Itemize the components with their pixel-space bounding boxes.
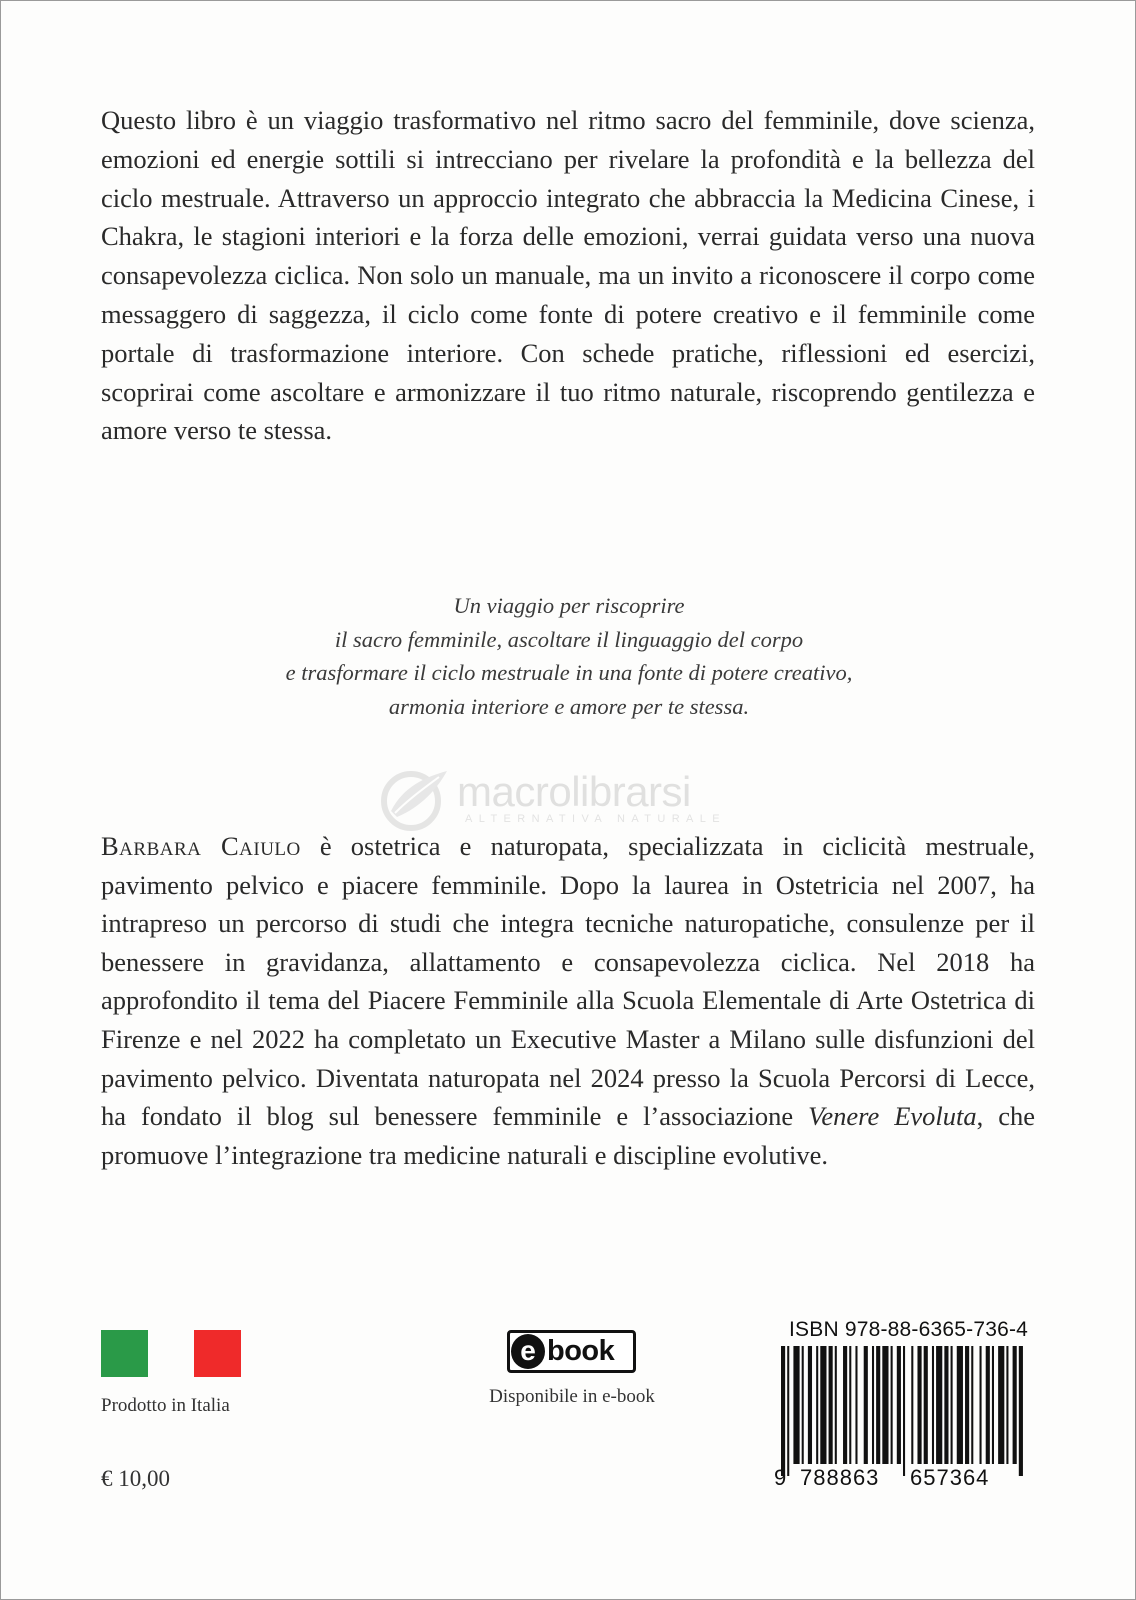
- barcode-bar: [903, 1346, 905, 1476]
- barcode-bar: [872, 1346, 874, 1464]
- barcode-bar: [1019, 1346, 1023, 1476]
- barcode-bar: [891, 1346, 893, 1464]
- barcode-bar: [802, 1346, 804, 1464]
- flag-green-square: [101, 1330, 148, 1377]
- watermark: [373, 767, 773, 831]
- barcode-bar: [992, 1346, 994, 1464]
- barcode-bar: [965, 1346, 969, 1464]
- barcode-digits-right: 657364: [910, 1465, 990, 1490]
- barcode: [781, 1346, 1025, 1476]
- isbn-label: ISBN 978-88-6365-736-4: [789, 1318, 1029, 1341]
- barcode-bar: [787, 1346, 789, 1476]
- barcode-bar: [971, 1346, 973, 1464]
- barcode-bar: [936, 1346, 942, 1464]
- barcode-bar: [855, 1346, 857, 1464]
- barcode-bar: [998, 1346, 1004, 1464]
- barcode-bar: [864, 1346, 868, 1464]
- watermark-subtitle: ALTERNATIVA NATURALE: [465, 813, 727, 825]
- barcode-bar: [849, 1346, 851, 1464]
- barcode-bar: [911, 1346, 913, 1464]
- barcode-bar: [808, 1346, 812, 1464]
- ebook-logo: [507, 1330, 636, 1373]
- tagline-line: il sacro femminile, ascoltare il linguaggio del corpo: [334, 626, 804, 652]
- barcode-bar: [843, 1346, 847, 1464]
- barcode-bar: [829, 1346, 833, 1464]
- ebook-word: book: [547, 1335, 615, 1367]
- tagline: [151, 589, 987, 723]
- ebook-caption: Disponibile in e-book: [489, 1386, 655, 1407]
- barcode-bar: [951, 1346, 953, 1464]
- barcode-bar: [980, 1346, 982, 1464]
- flag-red-square: [194, 1330, 241, 1377]
- association-name: Venere Evoluta: [808, 1101, 977, 1132]
- barcode-bar: [882, 1346, 888, 1464]
- barcode-bar: [986, 1346, 990, 1464]
- barcode-bar: [944, 1346, 948, 1464]
- tagline-line: Un viaggio per riscoprire: [453, 593, 685, 618]
- barcode-digit-first: 9: [774, 1465, 788, 1490]
- tagline-line: e trasformare il ciclo mestruale in una fonte di potere creativo,: [285, 660, 853, 685]
- barcode-bar: [793, 1346, 799, 1464]
- book-blurb: Questo libro è un viaggio trasformativo nel ritmo sacro del femminile, dove scienza, emozioni ed energie sottili si intrecciano per rivelare la profondità e la bellezza del ciclo mestruale. Attraverso un approccio integrato che abbraccia la Medicina Cinese, i Chakra, le stagioni interiori e la forza delle emozioni, verrai guidata verso una nuova consapevolezza ciclica. Non solo un manuale, ma un invito a riconoscere il corpo come messaggero di saggezza, il ciclo come fonte di potere creativo e il femminile come portale di trasformazione interiore. Con schede pratiche, riflessioni ed esercizi, scoprirai come ascoltare e armonizzare il tuo ritmo naturale, riscoprendo gentilezza e amore verso te stessa.: [101, 105, 1035, 446]
- barcode-bar: [1013, 1346, 1017, 1464]
- tagline-line: armonia interiore e amore per te stessa.: [388, 693, 750, 719]
- barcode-bar: [917, 1346, 921, 1464]
- barcode-bar: [835, 1346, 837, 1464]
- bio-text: è ostetrica e naturopata, specializzata in ciclicità mestruale, pavimento pelvico e piacere femminile. Dopo la laurea in Ostetricia nel 2007, ha intrapreso un percorso di studi che integra tecniche naturopatiche, consulenze per il benessere in gravidanza, allattamento e consapevolezza ciclica. Nel 2018 ha approfondito il tema del Piacere Femminile alla Scuola Elementale di Arte Ostetrica di Firenze e nel 2022 ha completato un Executive Master a Milano sulle disfunzioni del pavimento pelvico. Diventata naturopata nel 2024 presso la Scuola Percorsi di Lecce, ha fondato il blog sul benessere femminile e l’associazione: [101, 831, 1035, 1132]
- barcode-bar: [932, 1346, 934, 1464]
- barcode-bar: [957, 1346, 963, 1464]
- barcode-bar: [820, 1346, 826, 1464]
- barcode-digits-left: 788863: [800, 1465, 880, 1490]
- barcode-bar: [897, 1346, 901, 1464]
- barcode-bar: [876, 1346, 880, 1464]
- made-in-label: Prodotto in Italia: [101, 1395, 230, 1416]
- author-bio: [101, 827, 1035, 1174]
- barcode-bar: [781, 1346, 785, 1476]
- ebook-e-circle: e: [511, 1334, 545, 1369]
- barcode-bar: [924, 1346, 928, 1464]
- author-name: Barbara Caiulo: [101, 831, 301, 861]
- price: € 10,00: [101, 1466, 170, 1491]
- watermark-name: macrolibrarsi: [457, 768, 691, 815]
- barcode-bar: [816, 1346, 818, 1464]
- bio-text-end: , che promuove l’integrazione tra medicine naturali e discipline evolutive.: [101, 1101, 1035, 1170]
- leaf-logo-icon: [373, 767, 451, 831]
- barcode-bar: [1006, 1346, 1008, 1464]
